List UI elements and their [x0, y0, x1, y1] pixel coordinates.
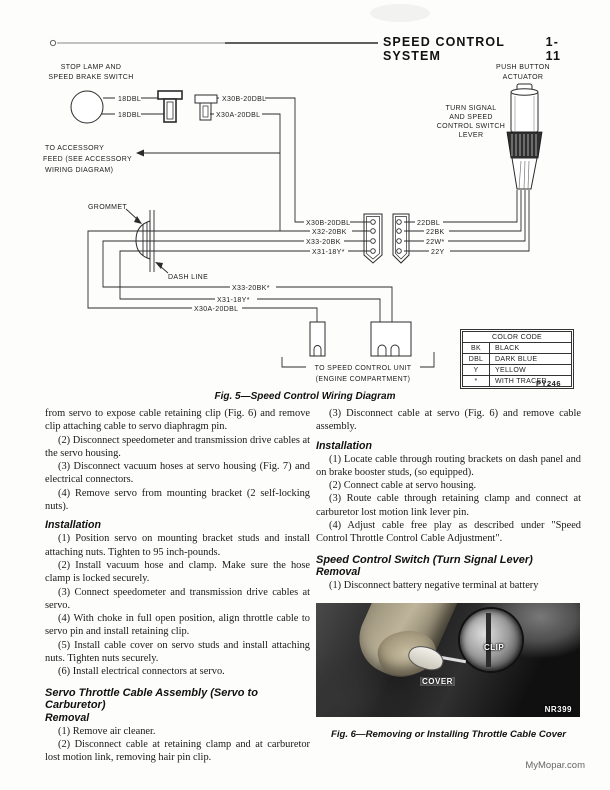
figure6-photo [316, 603, 580, 717]
label-conn-22y: 22Y [431, 249, 445, 256]
table-row: Y YELLOW [463, 365, 571, 376]
plug-connector-1 [158, 91, 182, 122]
label-push-button-2: ACTUATOR [502, 74, 544, 81]
label-accessory-3: WIRING DIAGRAM) [45, 167, 114, 174]
removal-heading: Removal [45, 711, 90, 724]
speed-control-unit-connectors [282, 322, 434, 367]
step-paragraph: (3) Disconnect vacuum hoses at servo housing (Fig. 7) and electrical connectors. [45, 461, 310, 486]
watermark: MyMopar.com [525, 760, 585, 771]
body-paragraph: from servo to expose cable retaining clip (Fig. 6) and remove clip attaching cable to servo diaphragm pin. [45, 408, 310, 433]
label-to-unit-2: (ENGINE COMPARTMENT) [315, 376, 411, 383]
step-paragraph: (1) Disconnect battery negative terminal at battery [329, 580, 539, 592]
turn-signal-lever [507, 84, 542, 189]
label-turn-signal-1: TURN SIGNAL [445, 105, 497, 112]
label-x30a-top: X30A-20DBL [216, 112, 261, 119]
label-18dbl-a: 18DBL [118, 96, 142, 103]
installation-heading: Installation [316, 439, 372, 452]
step-paragraph: (2) Disconnect speedometer and transmission drive cables at the servo housing. [45, 434, 310, 459]
page-title: SPEED CONTROL SYSTEM [383, 35, 505, 63]
step-paragraph: (4) Remove servo from mounting bracket (2 self-locking nuts). [45, 487, 310, 513]
label-conn-22dbl: 22DBL [417, 220, 441, 227]
table-row: * WITH TRACER [463, 376, 571, 386]
photo-label-cover: COVER [422, 676, 453, 686]
label-push-button-1: PUSH BUTTON [496, 64, 550, 71]
label-18dbl-b: 18DBL [118, 112, 142, 119]
step-paragraph: (3) Connect speedometer and transmission drive cables at servo. [45, 586, 310, 611]
label-conn-x32: X32-20BK [312, 229, 347, 236]
step-paragraph: (3) Disconnect cable at servo (Fig. 6) and remove cable assembly. [316, 408, 581, 433]
figure5-caption: Fig. 5—Speed Control Wiring Diagram [214, 391, 396, 402]
diagram-code: PY246 [536, 379, 562, 388]
step-paragraph: (1) Position servo on mounting bracket studs and install attaching nuts. Tighten to 95 inch-pounds. [45, 533, 310, 558]
label-turn-signal-2: AND SPEED [449, 114, 493, 121]
label-conn-22w: 22W* [426, 239, 445, 246]
label-x30a-lower: X30A-20DBL [194, 306, 239, 313]
step-paragraph: (2) Disconnect cable at retaining clamp and at carburetor lost motion link, removing hair pin clip. [45, 739, 310, 764]
figure6-caption: Fig. 6—Removing or Installing Throttle Cable Cover [330, 728, 567, 740]
step-paragraph: (4) With choke in full open position, align throttle cable to servo pin and install retaining clip. [45, 613, 310, 638]
removal-heading: Removal [316, 566, 361, 579]
servo-cable-heading: Servo Throttle Cable Assembly (Servo to Carburetor) [45, 686, 258, 712]
label-x31-lower: X31-18Y* [217, 297, 250, 304]
label-conn-x30b: X30B-20DBL [306, 220, 351, 227]
installation-heading: Installation [45, 519, 101, 532]
photo-label-clip: CLIP [484, 642, 505, 652]
step-paragraph: (2) Install vacuum hose and clamp. Make sure the hose clamp is locked securely. [45, 559, 310, 585]
label-conn-x33: X33-20BK [306, 239, 341, 246]
switch-heading: Speed Control Switch (Turn Signal Lever) [316, 553, 533, 566]
brake-switch [71, 91, 103, 123]
photo-label-code: NR399 [544, 704, 572, 714]
label-turn-signal-4: LEVER [458, 132, 484, 139]
page-number: 1-11 [545, 35, 562, 63]
step-paragraph: (1) Remove air cleaner. [58, 725, 156, 737]
label-to-unit-1: TO SPEED CONTROL UNIT [314, 365, 412, 372]
label-stop-lamp-1: STOP LAMP AND [60, 64, 122, 71]
color-code-header: COLOR CODE [463, 332, 571, 343]
left-column [45, 407, 310, 765]
label-dash-line: DASH LINE [168, 274, 209, 281]
header-rule [50, 4, 430, 46]
label-grommet: GROMMET [88, 204, 128, 211]
step-paragraph: (3) Route cable through retaining clamp and connect at carburetor lost motion link lever pin. [316, 493, 581, 518]
step-paragraph: (2) Connect cable at servo housing. [329, 480, 477, 492]
label-turn-signal-3: CONTROL SWITCH [436, 123, 506, 130]
step-paragraph: (6) Install electrical connectors at servo. [58, 666, 225, 678]
label-accessory-2: FEED (SEE ACCESSORY [43, 156, 132, 163]
right-column [316, 407, 581, 765]
table-row: BK BLACK [463, 343, 571, 354]
label-conn-22bk: 22BK [426, 229, 445, 236]
body-columns [45, 407, 581, 765]
label-backgrounds [115, 94, 450, 313]
label-stop-lamp-2: SPEED BRAKE SWITCH [48, 74, 134, 81]
plug-connector-2 [195, 95, 217, 120]
step-paragraph: (4) Adjust cable free play as described under "Speed Control Throttle Control Cable Adjustment". [316, 520, 581, 545]
step-paragraph: (1) Locate cable through routing brackets on dash panel and on brake booster studs, (so equipped). [316, 453, 581, 478]
label-x30b-top: X30B-20DBL [222, 96, 267, 103]
label-conn-x31: X31-18Y* [312, 249, 345, 256]
label-x33-lower: X33-20BK* [232, 285, 270, 292]
step-paragraph: (5) Install cable cover on servo studs and install attaching nuts. Tighten nuts securely. [45, 639, 310, 665]
table-row: DBL DARK BLUE [463, 354, 571, 365]
label-accessory-1: TO ACCESSORY [45, 145, 105, 152]
